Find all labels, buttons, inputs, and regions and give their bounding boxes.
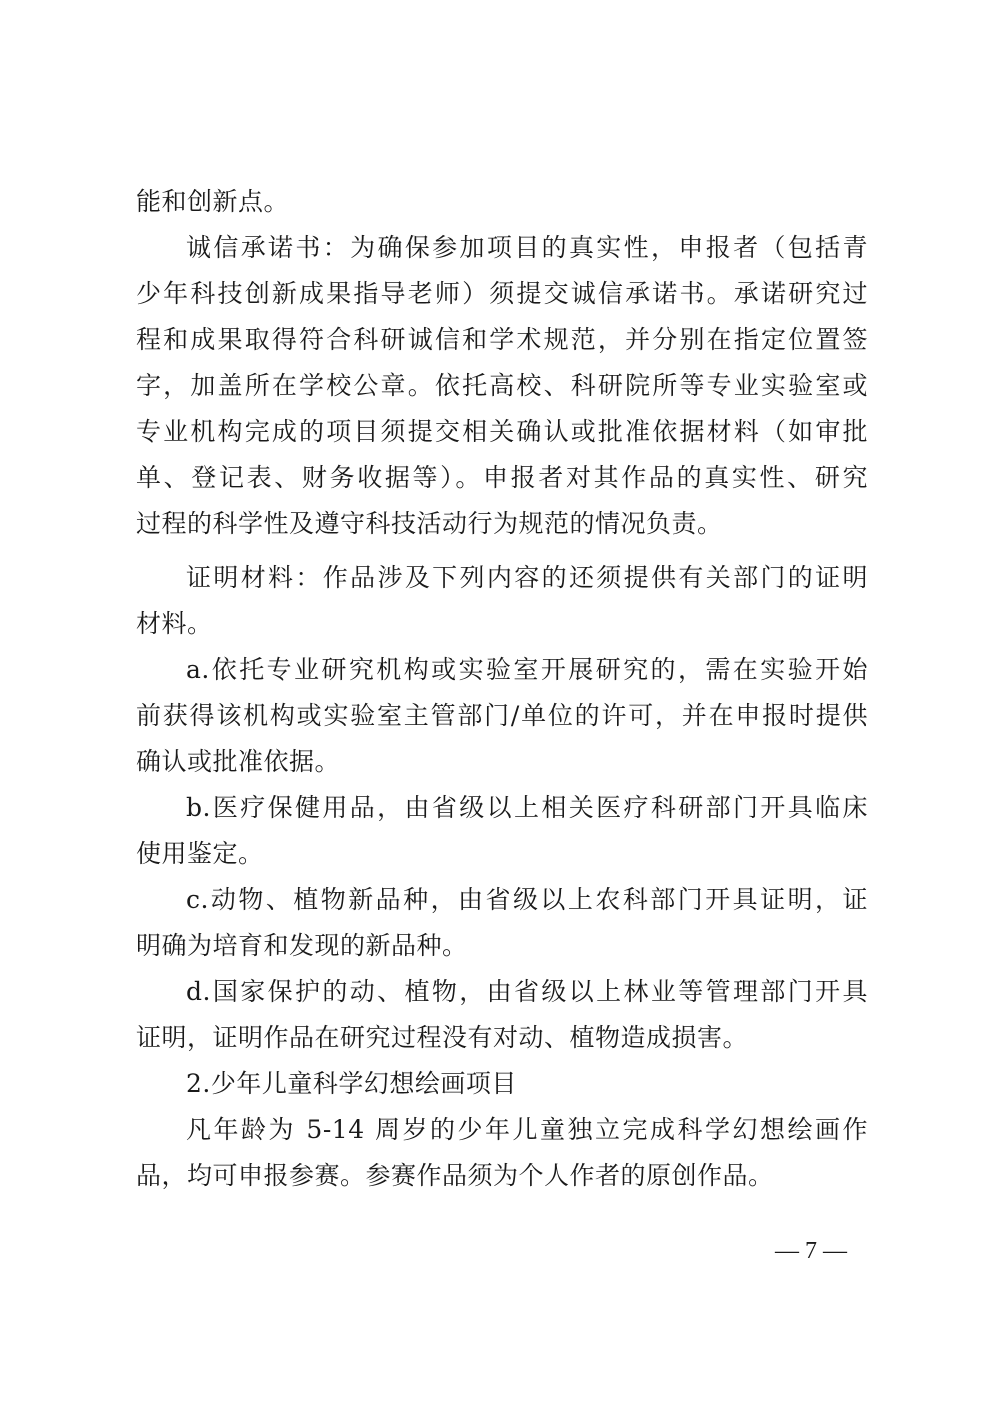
text-line: 明确为培育和发现的新品种。 [136, 931, 468, 960]
text-line: 使用鉴定。 [136, 839, 264, 868]
text-line: 前获得该机构或实验室主管部门/单位的许可，并在申报时提供 [136, 701, 868, 730]
text-line: 品，均可申报参赛。参赛作品须为个人作者的原创作品。 [136, 1161, 774, 1190]
text-line: 专业机构完成的项目须提交相关确认或批准依据材料（如审批 [136, 417, 868, 446]
text-line: 证明材料：作品涉及下列内容的还须提供有关部门的证明 [186, 563, 868, 592]
page-number: — 7 — [775, 1238, 847, 1264]
text-line: 少年科技创新成果指导老师）须提交诚信承诺书。承诺研究过 [136, 279, 868, 308]
text-line: 程和成果取得符合科研诚信和学术规范，并分别在指定位置签 [136, 325, 868, 354]
text-line: d.国家保护的动、植物，由省级以上林业等管理部门开具 [186, 977, 868, 1006]
text-line: 过程的科学性及遵守科技活动行为规范的情况负责。 [136, 509, 723, 538]
text-line: 单、登记表、财务收据等）。申报者对其作品的真实性、研究 [136, 463, 868, 492]
text-line: b.医疗保健用品，由省级以上相关医疗科研部门开具临床 [186, 793, 868, 822]
text-line: 字，加盖所在学校公章。依托高校、科研院所等专业实验室或 [136, 371, 868, 400]
text-line: 诚信承诺书：为确保参加项目的真实性，申报者（包括青 [186, 233, 868, 262]
text-line: a.依托专业研究机构或实验室开展研究的，需在实验开始 [186, 655, 868, 684]
text-line: 材料。 [136, 609, 213, 638]
text-line: 能和创新点。 [136, 187, 290, 216]
text-line: 确认或批准依据。 [136, 747, 341, 776]
section-heading: 2.少年儿童科学幻想绘画项目 [186, 1069, 517, 1098]
text-line: 凡年龄为 5-14 周岁的少年儿童独立完成科学幻想绘画作 [186, 1115, 868, 1144]
text-line: 证明，证明作品在研究过程没有对动、植物造成损害。 [136, 1023, 749, 1052]
text-line: c.动物、植物新品种，由省级以上农科部门开具证明，证 [186, 885, 868, 914]
